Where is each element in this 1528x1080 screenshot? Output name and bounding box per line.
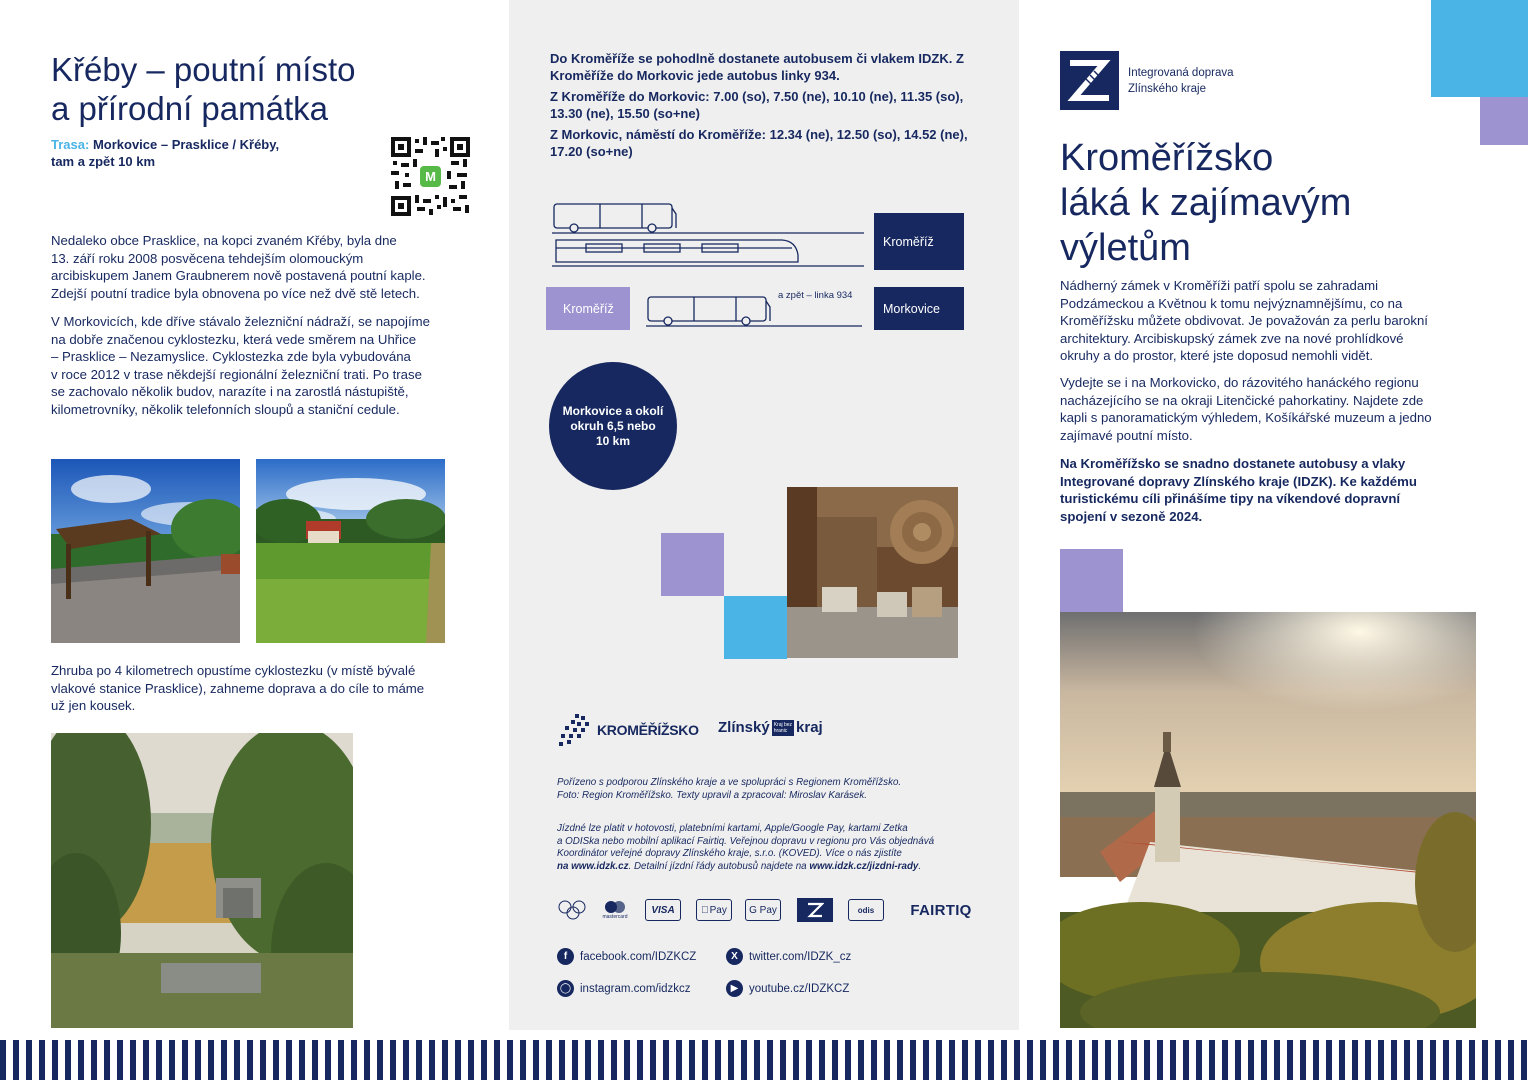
visa-icon: VISA [645,899,681,921]
deco-square-sky-top [1431,0,1528,97]
mastercard-icon: mastercard [598,897,632,923]
line-label: a zpět – linka 934 [778,290,853,301]
zetka-card-icon [556,897,588,923]
right-paragraph-2: Vydejte se i na Morkovicko, do rázovitého hanáckého regionu nacházejícího se na okraji Litenčické pahorkatiny. Najdete zde kapli s panoramatickým výhledem, Košíkářské muzeum a jedno zajímavé poutní místo. [1060,375,1432,443]
left-paragraph-1: Nedaleko obce Prasklice, na kopci zvaném Křéby, byla dne 13. září roku 2008 posvěcena tehdejším olomouckým arcibiskupem Janem Graubnerem nově postavená poutní kaple. Zdejší poutní tradice byla obnovena po více než dvě stě letech. [51,233,426,301]
destination-kromeriz-top: Kroměříž [874,213,964,270]
kromerizsko-mark-icon [557,712,593,748]
payment-info-text: Jízdné lze platit v hotovosti, platebními kartami, Apple/Google Pay, kartami Zetka a ODISka nebo mobilní aplikací Fairtiq. Veřejnou dopravu v regionu pro Vás objednává Koordinátor veřejné dopravy Zlínského kraje, s.r.o. (KOVED). Více o nás zjistíte na www.idzk.cz. Detailní jízdní řády autobusů najdete na www.idzk.cz/jizdni-rady. [557,823,935,872]
facebook-icon: f [557,948,574,965]
x-twitter-icon: X [726,948,743,965]
google-pay-icon: G Pay [745,899,781,921]
destination-morkovice: Morkovice [874,287,964,330]
photo-kromeriz-chateau [1060,612,1476,1028]
connection-info: Do Kroměříže se pohodlně dostanete autobusem či vlakem IDZK. Z Kroměříže do Morkovic jede autobus linky 934. Z Kroměříže do Morkovic: 7.00 (so), 7.50 (ne), 10.10 (ne), 11.35 (so), 13.30 (ne), 15.50 (so+ne) Z Morkovic, náměstí do Kroměříže: 12.34 (ne), 12.50 (so), 14.52 (ne), 17.20 (so+ne) [550,51,968,159]
fairtiq-icon: FAIRTIQ [910,901,972,919]
deco-square-lilac [661,533,724,596]
photo-chapel-view [51,733,353,1028]
idzk-logo-icon [1060,51,1119,110]
social-twitter[interactable]: X twitter.com/IDZK_cz [726,948,851,965]
credits-text: Pořízeno s podporou Zlínského kraje a ve spolupráci s Regionem Kroměřížsko. Foto: Region Kroměřížsko. Texty upravil a zpracoval: Miroslav Karásek. [557,777,902,801]
idzk-logo-text: Integrovaná doprava Zlínského kraje [1128,67,1234,95]
photo-meadow [256,459,445,643]
deco-square-lilac-top [1480,97,1528,145]
photo-basket-museum [787,487,958,658]
apple-pay-icon: Pay [696,899,732,921]
route-circle: Morkovice a okolí okruh 6,5 nebo 10 km [549,362,677,490]
idzk-z-icon [797,898,833,922]
deco-square-sky [724,596,787,659]
right-paragraph-3: Na Kroměřížsko se snadno dostanete autobusy a vlaky Integrované dopravy Zlínského kraje (IDZK). Ke každému turistickému cíli přinášíme tipy na víkendové dopravní spojení v sezoně 2024. [1060,456,1417,524]
deco-square-lilac-right [1060,549,1123,612]
instagram-icon: ◯ [557,980,574,997]
social-youtube[interactable]: ▶ youtube.cz/IDZKCZ [726,980,849,997]
bus-train-illustration [552,200,864,270]
right-paragraph-1: Nádherný zámek v Kroměříži patří spolu se zahradami Podzámeckou a Květnou k tomu nejvýznamnějšímu, co na Kroměřížsku můžete obdivovat. Je považován za perlu barokní architektury. Arcibiskupský zámek zve na nové prohlídkové okruhy a do prostor, které jste doposud nemohli vidět. [1060,278,1428,363]
zlinsky-kraj-logo: Zlínský Kraj bez hranic kraj [718,719,823,736]
social-instagram[interactable]: ◯ instagram.com/idzkcz [557,980,691,997]
left-paragraph-3: Zhruba po 4 kilometrech opustíme cyklostezku (v místě bývalé vlakové stanice Prasklice), zahneme doprava a do cíle to máme už jen kousek. [51,663,425,713]
route-info: Trasa: Morkovice – Prasklice / Křéby, tam a zpět 10 km [51,137,280,169]
origin-kromeriz: Kroměříž [546,287,630,330]
kromerizsko-logo: KROMĚŘÍŽSKO [557,712,699,748]
qr-code[interactable] [391,137,470,216]
odis-icon: odis [848,899,884,921]
svg-text:M: M [425,169,436,184]
social-facebook[interactable]: f facebook.com/IDZKCZ [557,948,696,965]
photo-shelter [51,459,240,643]
left-title: Křéby – poutní místo a přírodní památka [51,51,356,127]
footer-stripes [0,1040,1528,1080]
right-title: Kroměřížsko láká k zajímavým výletům [1060,137,1352,269]
youtube-icon: ▶ [726,980,743,997]
left-paragraph-2: V Morkovicích, kde dříve stávalo železniční nádraží, se napojíme na dobře značenou cyklostezku, která vede směrem na Uhřice – Prasklice – Nezamyslice. Cyklostezka zde byla vybudována v roce 2012 v trase někdejší regionální železniční trati. Po trase se zachovalo několik budov, narazíte i na zarostlá nástupiště, kilometrovníky, několik telefonních sloupů a staniční cedule. [51,314,430,417]
